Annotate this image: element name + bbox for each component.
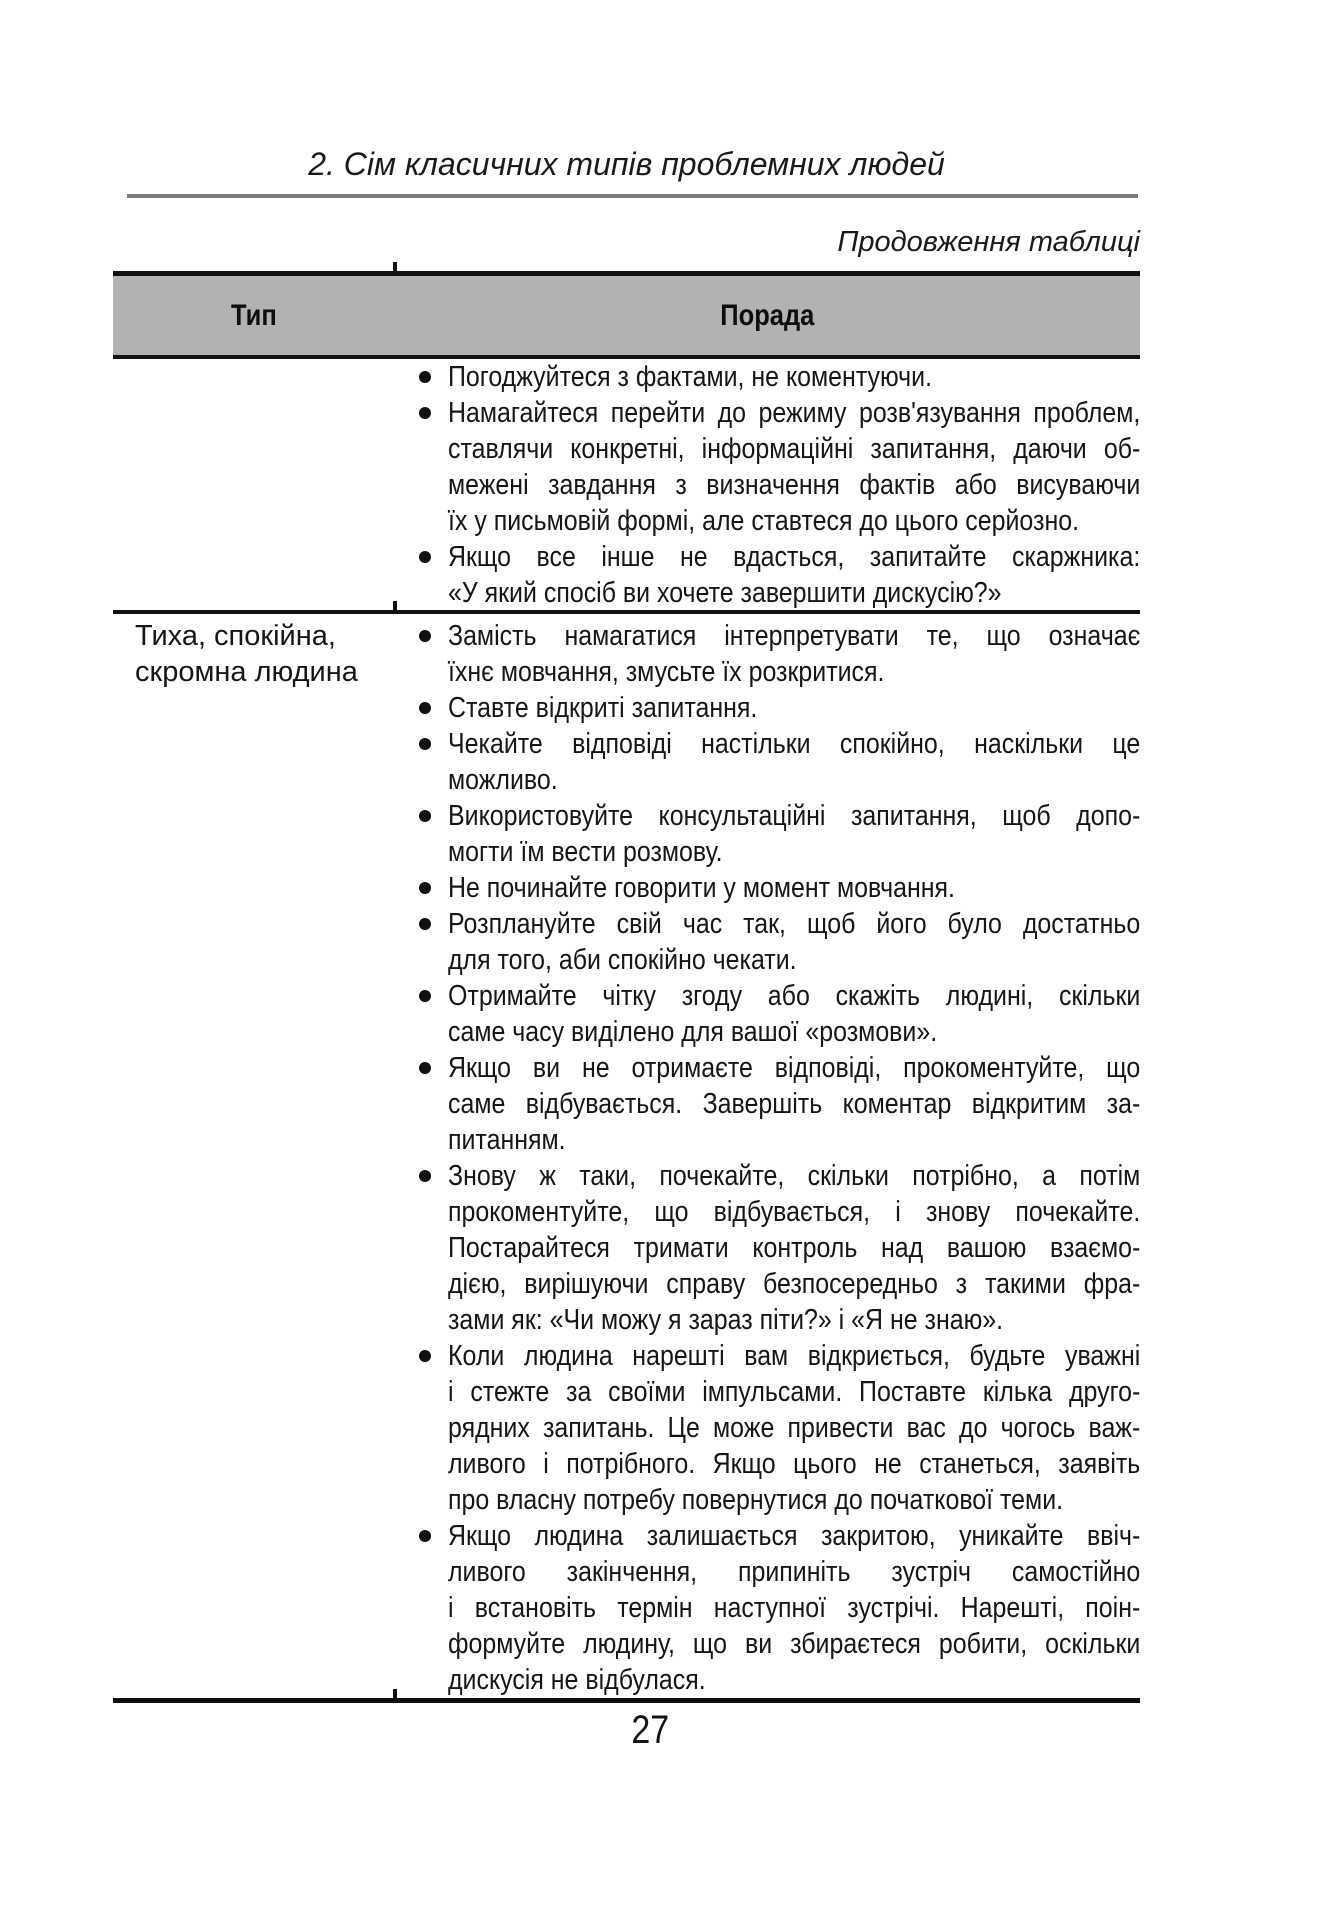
text-line: Чекайте відповіді настільки спокійно, наскільки це bbox=[448, 728, 1141, 760]
text-line: зами як: «Чи можу я зараз піти?» і «Я не знаю». bbox=[448, 1304, 1004, 1336]
type-cell bbox=[113, 618, 395, 690]
data-table bbox=[113, 271, 1140, 1703]
advice-cell bbox=[395, 359, 1140, 611]
list-item bbox=[395, 1158, 1140, 1338]
bullet-text bbox=[448, 978, 1140, 1050]
text-line: Постарайтеся тримати контроль над вашою взаємо- bbox=[448, 1232, 1141, 1264]
column-header-advice-label: Порада bbox=[720, 298, 815, 332]
column-tick bbox=[393, 601, 397, 610]
bullet-icon bbox=[419, 630, 431, 642]
list-item bbox=[395, 539, 1140, 611]
bullet-icon bbox=[419, 1530, 431, 1542]
column-tick bbox=[393, 1689, 397, 1698]
text-line: їх у письмовій формі, але ставтеся до цього серйозно. bbox=[448, 505, 1080, 537]
text-line: прокоментуйте, що відбувається, і знову почекайте. bbox=[448, 1196, 1141, 1228]
text-line: Використовуйте консультаційні запитання, щоб допо- bbox=[448, 800, 1141, 832]
bullet-icon bbox=[419, 551, 431, 563]
text-line: дискусія не відбулася. bbox=[448, 1664, 706, 1696]
list-item bbox=[395, 1050, 1140, 1158]
text-line: Отримайте чітку згоду або скажіть людині, скільки bbox=[448, 980, 1141, 1012]
bullet-text bbox=[448, 1050, 1140, 1158]
text-line: саме відбувається. Завершіть коментар відкритим за- bbox=[448, 1088, 1141, 1120]
text-line: їхнє мовчання, змусьте їх розкритися. bbox=[448, 656, 885, 688]
column-tick bbox=[393, 262, 397, 271]
text-line: ставлячи конкретні, інформаційні запитання, даючи об- bbox=[448, 433, 1141, 465]
type-line: скромна людина bbox=[135, 656, 358, 688]
bullet-text bbox=[448, 395, 1140, 539]
text-line: і встановіть термін наступної зустрічі. Нарешті, поін- bbox=[448, 1592, 1141, 1624]
bullet-text bbox=[448, 359, 1140, 395]
text-line: Розплануйте свій час так, щоб його було достатньо bbox=[448, 908, 1141, 940]
text-line: Коли людина нарешті вам відкриється, будьте уважні bbox=[448, 1340, 1141, 1372]
text-line: і стежте за своїми імпульсами. Поставте кілька друго- bbox=[448, 1376, 1141, 1408]
bullet-text bbox=[448, 1338, 1140, 1518]
text-line: Якщо людина залишається закритою, уникайте ввіч- bbox=[448, 1520, 1141, 1552]
bullet-icon bbox=[419, 371, 431, 383]
text-line: рядних запитань. Це може привести вас до чогось важ- bbox=[448, 1412, 1141, 1444]
table-bottom-border bbox=[113, 1698, 1140, 1703]
continuation-note: Продовження таблиці bbox=[837, 226, 1140, 258]
advice-cell bbox=[395, 618, 1140, 1698]
text-line: можливо. bbox=[448, 764, 558, 796]
bullet-text bbox=[448, 726, 1140, 798]
type-line: Тиха, спокійна, bbox=[135, 620, 336, 652]
text-line: могти їм вести розмову. bbox=[448, 836, 723, 868]
table-header-row bbox=[113, 276, 1140, 355]
text-line: дією, вирішуючи справу безпосередньо з такими фра- bbox=[448, 1268, 1141, 1300]
bullet-icon bbox=[419, 702, 431, 714]
bullet-text bbox=[448, 906, 1140, 978]
text-line: для того, аби спокійно чекати. bbox=[448, 944, 797, 976]
list-item bbox=[395, 726, 1140, 798]
bullet-icon bbox=[419, 1062, 431, 1074]
table-row bbox=[113, 614, 1140, 1698]
list-item bbox=[395, 1518, 1140, 1698]
bullet-icon bbox=[419, 1350, 431, 1362]
column-header-type-label: Тип bbox=[231, 298, 277, 332]
text-line: Знову ж таки, почекайте, скільки потрібно, а потім bbox=[448, 1160, 1141, 1192]
text-line: Намагайтеся перейти до режиму розв'язування проблем, bbox=[448, 397, 1141, 429]
bullet-text bbox=[448, 1158, 1140, 1338]
text-line: Не починайте говорити у момент мовчання. bbox=[448, 872, 955, 904]
list-item bbox=[395, 618, 1140, 690]
bullet-icon bbox=[419, 738, 431, 750]
text-line: Якщо все інше не вдасться, запитайте скаржника: bbox=[448, 541, 1141, 573]
text-line: «У який спосіб ви хочете завершити дискусію?» bbox=[448, 577, 1002, 609]
column-header-advice bbox=[395, 276, 1140, 355]
text-line: Замість намагатися інтерпретувати те, що означає bbox=[448, 620, 1141, 652]
list-item bbox=[395, 978, 1140, 1050]
list-item bbox=[395, 395, 1140, 539]
text-line: саме часу виділено для вашої «розмови». bbox=[448, 1016, 938, 1048]
heading-rule bbox=[127, 194, 1138, 198]
bullet-icon bbox=[419, 407, 431, 419]
text-line: Ставте відкриті запитання. bbox=[448, 692, 758, 724]
bullet-icon bbox=[419, 918, 431, 930]
text-line: межені завдання з визначення фактів або висуваючи bbox=[448, 469, 1141, 501]
bullet-text bbox=[448, 870, 1140, 906]
list-item bbox=[395, 690, 1140, 726]
bullet-text bbox=[448, 798, 1140, 870]
bullet-text bbox=[448, 618, 1140, 690]
bullet-icon bbox=[419, 882, 431, 894]
page-number bbox=[0, 1708, 1300, 1753]
text-line: Погоджуйтеся з фактами, не коментуючи. bbox=[448, 361, 933, 393]
text-line: ливого закінчення, припиніть зустріч самостійно bbox=[448, 1556, 1141, 1588]
bullet-text bbox=[448, 690, 1140, 726]
text-line: Якщо ви не отримаєте відповіді, прокоментуйте, що bbox=[448, 1052, 1141, 1084]
bullet-text bbox=[448, 1518, 1140, 1698]
bullet-icon bbox=[419, 1170, 431, 1182]
text-line: про власну потребу повернутися до початкової теми. bbox=[448, 1484, 1064, 1516]
text-line: формуйте людину, що ви збираєтеся робити, оскільки bbox=[448, 1628, 1141, 1660]
bullet-icon bbox=[419, 990, 431, 1002]
bullet-icon bbox=[419, 810, 431, 822]
column-header-type bbox=[113, 276, 395, 355]
list-item bbox=[395, 798, 1140, 870]
list-item bbox=[395, 906, 1140, 978]
text-line: питанням. bbox=[448, 1124, 566, 1156]
table-row bbox=[113, 359, 1140, 610]
list-item bbox=[395, 359, 1140, 395]
page-number-value: 27 bbox=[631, 1708, 669, 1752]
page-heading: 2. Сім класичних типів проблемних людей bbox=[308, 146, 945, 182]
bullet-text bbox=[448, 539, 1140, 611]
list-item bbox=[395, 870, 1140, 906]
text-line: ливого і потрібного. Якщо цього не станеться, заявіть bbox=[448, 1448, 1141, 1480]
list-item bbox=[395, 1338, 1140, 1518]
